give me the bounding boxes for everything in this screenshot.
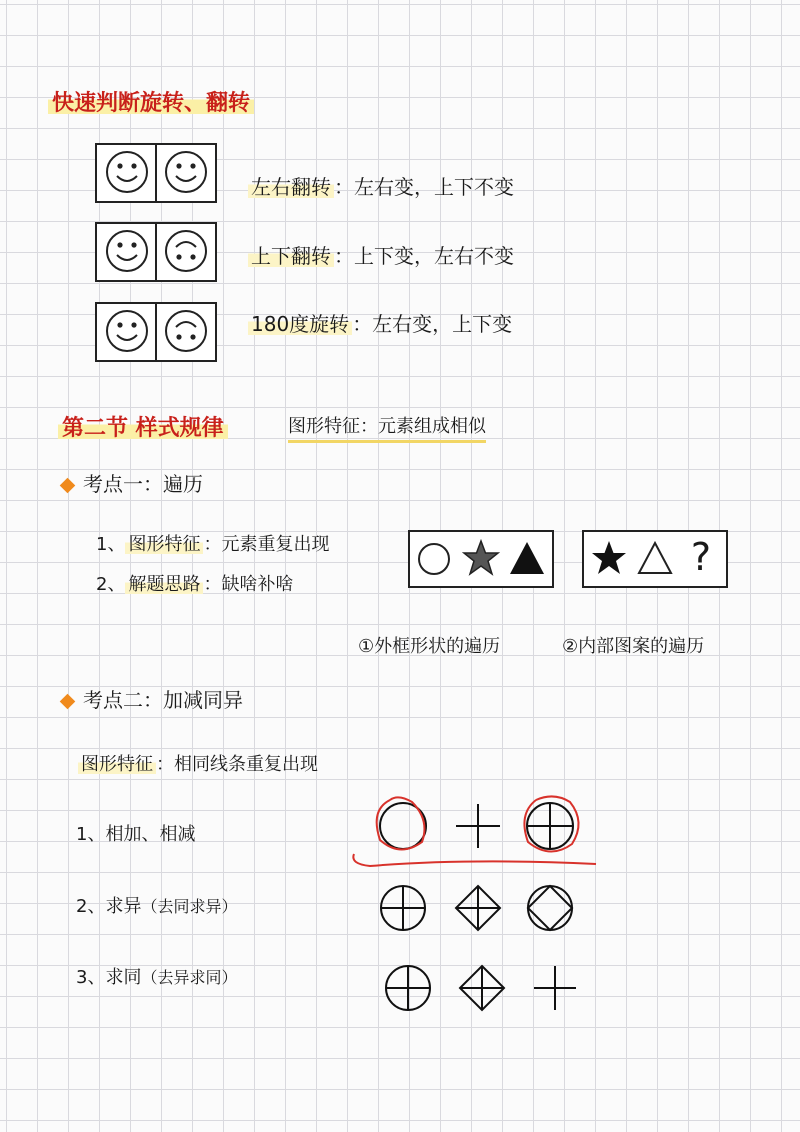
- gray-star-icon: [462, 539, 500, 577]
- diamond-bullet-icon: [60, 478, 76, 494]
- caption-inner-traversal: ②内部图案的遍历: [562, 636, 705, 657]
- feature-desc: ：相同线条重复出现: [156, 754, 318, 775]
- point1-title: 考点一：遍历: [83, 472, 203, 496]
- red-circle-annotation: [524, 796, 578, 851]
- point2-feature: [78, 750, 318, 776]
- section2-title-text: 第二节 样式规律: [58, 416, 228, 441]
- face-pair-divider: [155, 304, 157, 360]
- circle-shape-icon: [416, 541, 452, 577]
- diamond-cross-figure: [460, 966, 504, 1010]
- flip-rule-label: 上下翻转: [248, 244, 334, 268]
- item-desc: ：缺啥补啥: [203, 574, 294, 595]
- circle-cross-figure: [381, 886, 425, 930]
- method-text: 求异: [105, 896, 142, 917]
- flip-rule-desc: ：上下变，左右不变: [334, 244, 514, 268]
- section2-title: [58, 411, 228, 442]
- flip-rule-1: [248, 171, 514, 200]
- feature-label: 图形特征: [78, 754, 156, 775]
- smiley-face-left: [104, 308, 150, 354]
- flip-section-title: [48, 86, 254, 117]
- face-pair-ud-flip: [95, 222, 217, 282]
- face-pair-180-rotate: [95, 302, 217, 362]
- cross-figure: [456, 804, 500, 848]
- flip-rule-label: 180度旋转: [248, 312, 352, 336]
- red-circle-annotation: [377, 797, 425, 849]
- circle-cross-figure: [386, 966, 430, 1010]
- point2-heading: [62, 684, 243, 713]
- point1-item-1: [96, 530, 329, 556]
- point2-title: 考点二：加减同异: [83, 688, 243, 712]
- method-number: 1、: [76, 824, 106, 845]
- item-number: 1、: [96, 534, 126, 555]
- diamond-bullet-icon: [60, 694, 76, 710]
- circle-diamond-figure: [528, 886, 572, 930]
- method-number: 2、: [76, 896, 106, 917]
- add-subtract-figures: [350, 780, 620, 1050]
- diamond-cross-figure: [456, 886, 500, 930]
- caption-outer-traversal: ①外框形状的遍历: [358, 636, 501, 657]
- smiley-face-left: [104, 149, 150, 195]
- circle-cross-figure: [527, 803, 573, 849]
- method-find-common: [76, 963, 237, 989]
- face-pair-lr-flip: [95, 143, 217, 203]
- method-note: （去同求异）: [141, 897, 238, 916]
- flip-rule-desc: ：左右变，上下变: [352, 312, 513, 336]
- flip-rule-desc: ：左右变，上下不变: [334, 175, 514, 199]
- section2-feature: 图形特征：元素组成相似: [288, 412, 486, 443]
- item-desc: ：元素重复出现: [203, 534, 330, 555]
- flip-rule-3: [248, 308, 512, 337]
- traversal-box-inner-patterns: [582, 530, 728, 588]
- face-pair-divider: [155, 145, 157, 201]
- point1-heading: [62, 468, 203, 497]
- black-triangle-icon: [508, 539, 546, 577]
- face-pair-divider: [155, 224, 157, 280]
- item-label: 解题思路: [125, 574, 203, 595]
- smiley-face-left: [104, 228, 150, 274]
- rotated-face: [163, 308, 209, 354]
- question-mark: ?: [690, 535, 712, 579]
- method-note: （去异求同）: [141, 968, 238, 987]
- traversal-box-outer-shapes: [408, 530, 554, 588]
- method-add-subtract: [76, 820, 195, 846]
- hollow-triangle-icon: [636, 539, 674, 577]
- frown-face-flipped: [163, 228, 209, 274]
- method-text: 相加、相减: [105, 824, 196, 845]
- flip-rule-2: [248, 240, 514, 269]
- red-underline-annotation: [353, 854, 596, 866]
- method-text: 求同: [105, 967, 142, 988]
- flip-rule-label: 左右翻转: [248, 175, 334, 199]
- item-number: 2、: [96, 574, 126, 595]
- smiley-face-right: [163, 149, 209, 195]
- cross-figure: [534, 966, 576, 1010]
- method-number: 3、: [76, 967, 106, 988]
- item-label: 图形特征: [125, 534, 203, 555]
- black-star-icon: [590, 539, 628, 577]
- flip-section-title-text: 快速判断旋转、翻转: [48, 91, 254, 116]
- method-find-difference: [76, 892, 237, 918]
- point1-item-2: [96, 570, 293, 596]
